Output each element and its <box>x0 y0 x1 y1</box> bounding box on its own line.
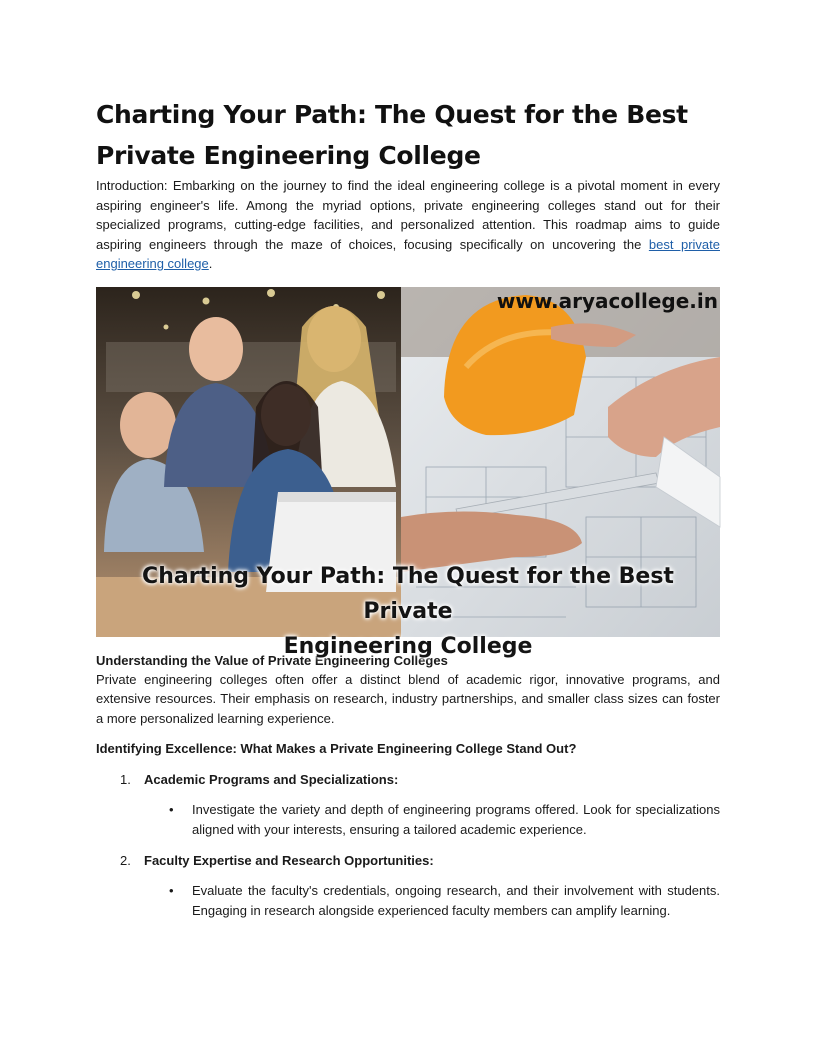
best-private-engineering-college-link[interactable]: best private engineering college <box>96 236 720 271</box>
bullet-icon: • <box>169 802 174 817</box>
section-heading-value: Understanding the Value of Private Engineering Colleges <box>96 652 448 668</box>
hero-overlay-line-2: Engineering College <box>283 633 533 659</box>
intro-after-link: . <box>208 256 213 271</box>
bullet-list <box>96 881 720 920</box>
list-number: 2. <box>120 853 131 868</box>
bullet-list <box>96 800 720 839</box>
list-number: 1. <box>120 772 131 787</box>
bullet-text: Evaluate the faculty's credentials, ongoing research, and their involvement with students. Engaging in research alongside experienced faculty members can amplify learning. <box>192 883 720 918</box>
website-watermark: www.aryacollege.in <box>496 288 718 313</box>
section-paragraph-value: Private engineering colleges often offer a distinct blend of academic rigor, innovative programs, and extensive resources. Their emphasis on research, industry partnerships, and smaller class sizes can foster a more personalized learning experience. <box>96 671 720 726</box>
hero-overlay-line-1: Charting Your Path: The Quest for the Best Private <box>142 563 674 624</box>
hero-image <box>96 287 720 659</box>
list-item <box>96 851 720 870</box>
list-item-title: Academic Programs and Specializations: <box>144 772 399 787</box>
criteria-list <box>96 770 720 920</box>
bullet-item <box>96 881 720 920</box>
list-item-title: Faculty Expertise and Research Opportunities: <box>144 853 434 868</box>
page-title: Charting Your Path: The Quest for the Best Private Engineering College <box>96 100 688 170</box>
bullet-text: Investigate the variety and depth of engineering programs offered. Look for specializations aligned with your interests, ensuring a tailored academic experience. <box>192 802 720 837</box>
document-page <box>96 94 720 920</box>
bullet-icon: • <box>169 883 174 898</box>
bullet-item <box>96 800 720 839</box>
intro-paragraph <box>96 176 720 274</box>
intro-text: Introduction: Embarking on the journey to find the ideal engineering college is a pivotal moment in every aspiring engineer's life. Among the myriad options, private engineering colleges stand out for their specialized programs, cutting-edge facilities, and personalized attention. This roadmap aims to guide aspiring engineers through the maze of choices, focusing specifically on uncovering the <box>96 178 720 252</box>
hero-overlay-title <box>96 559 720 664</box>
section-heading-excellence: Identifying Excellence: What Makes a Private Engineering College Stand Out? <box>96 741 577 756</box>
list-item <box>96 770 720 789</box>
